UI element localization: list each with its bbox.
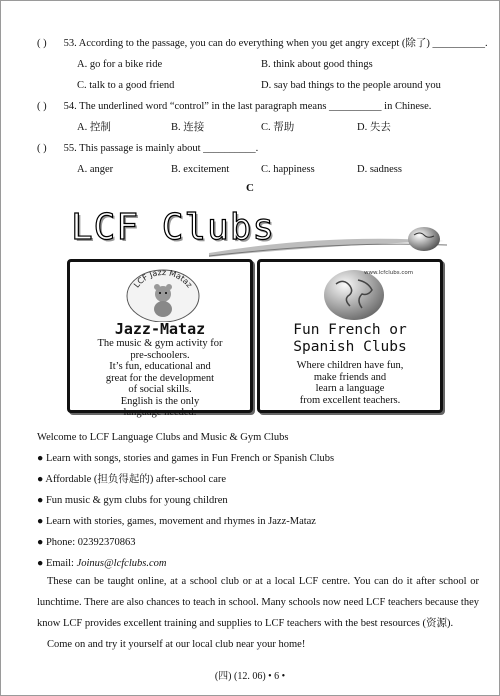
question-55 [37, 142, 479, 156]
email-link[interactable]: Joinus@lcfclubs.com [76, 558, 167, 569]
answer-bracket: ( ) [37, 101, 47, 112]
lcf-clubs-advert [59, 199, 449, 417]
email-label: ● Email: [37, 558, 77, 569]
option-b: B. excitement [171, 164, 230, 175]
description-line: make friends and [313, 371, 387, 383]
section-label: C [246, 182, 254, 194]
question-54 [37, 100, 479, 114]
option-a: A. go for a bike ride [77, 59, 163, 70]
description-line: Where children have fun, [296, 360, 404, 371]
option-d: D. 失去 [357, 122, 391, 133]
welcome-line: Welcome to LCF Language Clubs and Music & Gym Clubs [37, 432, 289, 443]
option-d: D. sadness [357, 164, 402, 175]
description-line: English is the only [120, 395, 200, 407]
description-line: from excellent teachers. [299, 394, 401, 406]
option-b: B. 连接 [171, 122, 205, 133]
jazz-mataz-name: Jazz-Mataz [114, 320, 206, 338]
paragraph: These can be taught online, at a school club or at a local LCF centre. You can do it after school or lunchtime. There are also chances to teach in school. Many schools now need LCF teachers because they know LCF provides excellent training and supplies to LCF teachers with the best resources (资源). [37, 576, 479, 629]
paragraph: Come on and try it yourself at our local club near your home! [47, 639, 306, 650]
description-line: language needed. [123, 407, 197, 418]
ad-title: LCF Clubs [71, 207, 276, 248]
world-globe-icon [312, 266, 414, 322]
question-stem: 53. According to the passage, you can do everything when you get angry except (除了) __________. [63, 38, 488, 49]
answer-bracket: ( ) [37, 143, 47, 154]
bullet-item: ● Learn with songs, stories and games in Fun French or Spanish Clubs [37, 453, 335, 464]
name-line: Spanish Clubs [293, 339, 407, 355]
jazz-mataz-panel [67, 259, 253, 418]
name-line: Fun French or [293, 322, 407, 338]
question-stem: 54. The underlined word “control” in the last paragraph means __________ in Chinese. [63, 101, 432, 112]
option-c: C. 帮助 [261, 122, 295, 133]
options-55 [77, 163, 479, 177]
option-c: C. talk to a good friend [77, 80, 175, 91]
answer-bracket: ( ) [37, 38, 47, 49]
option-b: B. think about good things [261, 59, 373, 70]
option-a: A. anger [77, 164, 114, 175]
french-spanish-description [266, 360, 434, 406]
email-line [37, 557, 477, 571]
globe-url-text: www.lcfclubs.com [364, 270, 414, 276]
globe-icon [404, 225, 444, 253]
logo-ring-text: LCF Jazz Mataz [132, 267, 194, 290]
bullet-item: ● Phone: 02392370863 [37, 537, 136, 548]
options-53-row2 [77, 79, 479, 93]
description-line: learn a language [315, 383, 385, 394]
jazz-mataz-description [76, 338, 244, 419]
option-d: D. say bad things to the people around you [261, 80, 441, 91]
option-a: A. 控制 [77, 122, 111, 133]
question-stem: 55. This passage is mainly about __________. [63, 143, 259, 154]
description-line: of social skills. [128, 384, 192, 395]
description-line: pre-schoolers. [130, 349, 190, 361]
french-spanish-panel [257, 259, 443, 413]
bear-mascot-logo-icon [124, 266, 202, 322]
description-line: The music & gym activity for [97, 338, 223, 349]
bullet-item: ● Affordable (担负得起的) after-school care [37, 474, 227, 485]
bullet-item: ● Fun music & gym clubs for young children [37, 495, 228, 506]
question-53 [37, 37, 488, 51]
option-c: C. happiness [261, 164, 315, 175]
options-53 [77, 58, 479, 72]
bullet-item: ● Learn with stories, games, movement and rhymes in Jazz-Mataz [37, 516, 316, 527]
fun-french-spanish-name [260, 322, 440, 356]
page-footer: (四) (12. 06) • 6 • [214, 671, 286, 682]
options-54 [77, 121, 479, 135]
description-line: great for the development [105, 372, 215, 384]
description-line: It’s fun, educational and [109, 361, 211, 372]
